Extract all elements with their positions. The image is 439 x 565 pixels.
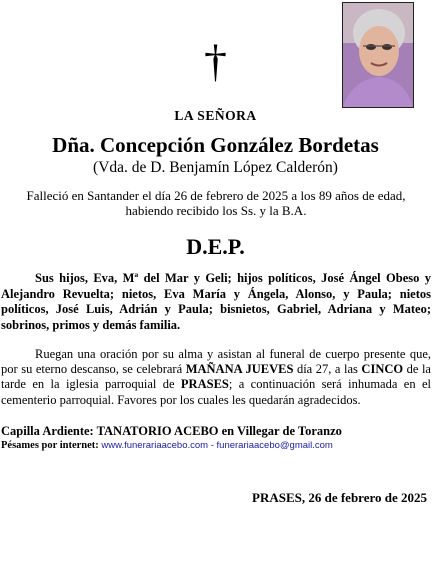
funeral-text-4: ; a continuación será inhumada en el cementerio parroquial. Favores por los cuales les quedarán agradecidos. [1,377,431,407]
death-notice-line-1: Falleció en Santander el día 26 de febrero de 2025 a los 89 años de edad, [26,188,406,203]
cross-icon: † [204,35,227,86]
rip-heading: D.E.P. [186,234,245,259]
funeral-time: CINCO [361,362,404,377]
funeral-text-1: Ruegan una oración por su alma y asistan al funeral de cuerpo presente que, por su eterno descanso, se celebrará [1,347,431,377]
funeral-church: PRASES [180,377,229,392]
condolences-label: Pésames por internet: [1,440,99,451]
death-notice-line-2: habiendo recibido los Ss. y la B.A. [125,203,307,218]
website-link[interactable]: www.funerariaacebo.com [101,440,209,451]
funeral-text-3: de la tarde en la iglesia parroquial de [1,362,431,392]
family-paragraph: Sus hijos, Eva, Mª del Mar y Geli; hijos políticos, José Ángel Obeso y Alejandro Revuelta; nietos, Eva María y Ángela, Alonso, y Paula; nietos políticos, José Luis, Adrián y Paula; bisnietos, Gabriel, Adriana y Mateo; sobrinos, primos y demás familia. [1,271,431,332]
deceased-photo [342,2,414,108]
funeral-text-2: día 27, a las [293,362,362,377]
deceased-name: Dña. Concepción González Bordetas [52,133,379,157]
condolences-line [1,440,333,451]
portrait-image [343,3,413,107]
chapel-line: Capilla Ardiente: TANATORIO ACEBO en Villegar de Toranzo [1,424,342,438]
death-notice [14,188,418,218]
honorific-heading: LA SEÑORA [174,108,257,123]
link-separator: - [208,440,217,451]
funeral-paragraph [1,347,431,408]
widow-of-line: (Vda. de D. Benjamín López Calderón) [93,159,338,176]
place-and-date: PRASES, 26 de febrero de 2025 [252,490,428,505]
email-link[interactable]: funerariaacebo@gmail.com [216,440,333,451]
funeral-day: MAÑANA JUEVES [185,362,294,377]
